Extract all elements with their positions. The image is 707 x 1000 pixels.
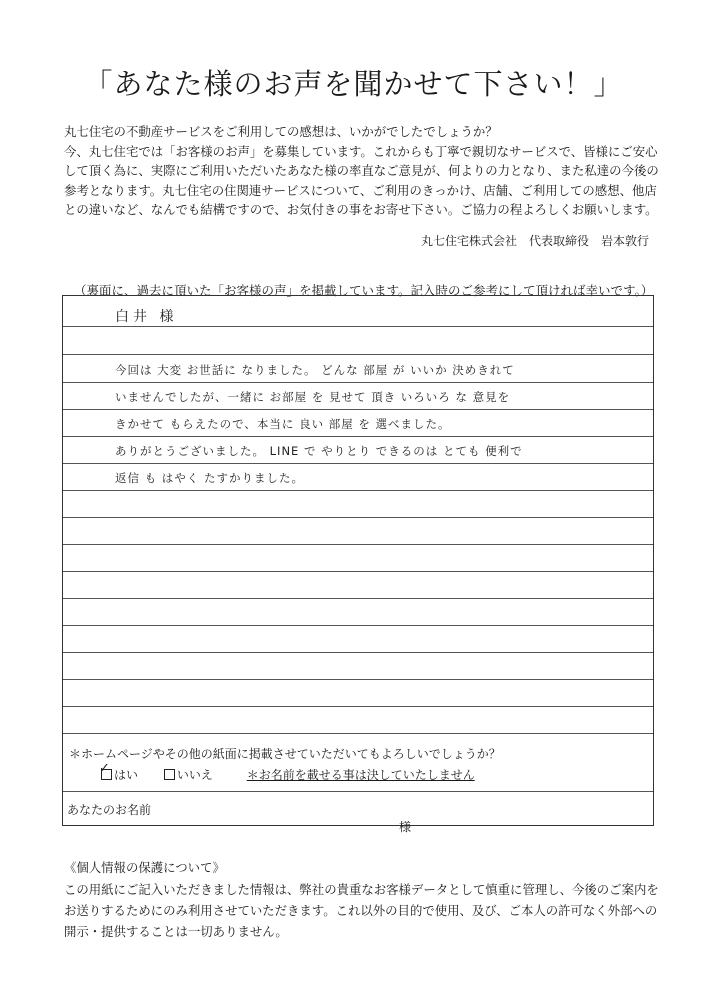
ruled-line	[63, 652, 653, 653]
publish-consent-question: ＊ホームページやその他の紙面に掲載させていただいてもよろしいでしょうか？	[69, 747, 501, 761]
company-signature: 丸七住宅株式会社 代表取締役 岩本敦行	[420, 234, 649, 248]
check-mark-icon: ✓	[99, 761, 110, 776]
ruled-line	[63, 354, 653, 355]
yes-label: はい	[114, 768, 139, 782]
ruled-line	[63, 517, 653, 518]
intro-line: との違いなど、なんでも結構ですので、お気付きの事をお寄せ下さい。ご協力の程よろしくお願いします。	[64, 202, 658, 218]
ruled-line	[63, 625, 653, 626]
no-checkbox[interactable]	[164, 769, 175, 780]
name-privacy-note: ＊お名前を載せる事は決していたしません	[246, 768, 475, 782]
privacy-line: この用紙にご記入いただきました情報は、弊社の貴重なお客様データとして慎重に管理し、今後のご案内を	[64, 882, 659, 897]
privacy-line: お送りするためにのみ利用させていただきます。これ以外の目的で使用、及び、ご本人の許可なく外部への	[64, 903, 658, 918]
consent-no-option[interactable]	[164, 766, 213, 783]
handwritten-salutation: 白井 様	[115, 309, 178, 325]
handwritten-line: ありがとうございました。 LINE で やりとり できるのは とても 便利で	[115, 444, 523, 458]
intro-line: 丸七住宅の不動産サービスをご利用しての感想は、いかがでしたでしょうか？	[64, 124, 498, 139]
ruled-line	[63, 463, 653, 464]
privacy-line: 開示・提供することは一切ありません。	[64, 924, 288, 939]
intro-line: して頂く為に、実際にご利用いただいたあなた様の率直なご意見が、何よりの力となり、また私達の今後の	[64, 163, 659, 179]
ruled-line	[63, 571, 653, 572]
ruled-line	[63, 679, 653, 680]
consent-yes-option[interactable]	[99, 761, 139, 783]
reference-note: （裏面に、過去に頂いた「お客様の声」を掲載しています。記入時のご参考にして頂ければ幸いです。）	[74, 283, 654, 298]
ruled-line	[63, 382, 653, 383]
ruled-line	[63, 409, 653, 410]
yes-checkbox[interactable]	[99, 761, 112, 780]
ruled-line	[63, 326, 653, 327]
handwritten-line: いませんでしたが、一緒に お部屋 を 見せて 頂き いろいろ な 意見を	[115, 390, 511, 404]
ruled-line	[63, 706, 653, 707]
handwritten-line: きかせて もらえたので、本当に 良い 部屋 を 選べました。	[115, 417, 451, 431]
page-title: 「あなた様のお声を聞かせて下さい！」	[83, 67, 624, 101]
ruled-line	[63, 490, 653, 491]
ruled-line	[63, 733, 653, 734]
no-label: いいえ	[176, 768, 213, 782]
privacy-heading: 《個人情報の保護について》	[64, 860, 225, 875]
handwritten-line: 返信 も はやく たすかりました。	[115, 471, 304, 485]
ruled-line	[63, 791, 653, 792]
privacy-paragraph	[64, 879, 664, 942]
consent-options	[99, 761, 475, 783]
ruled-line	[63, 598, 653, 599]
handwritten-line: 今回は 大変 お世話に なりました。 どんな 部屋 が いいか 決めきれて	[115, 363, 515, 377]
feedback-form-box	[62, 295, 654, 834]
name-field-label: あなたのお名前	[67, 803, 152, 817]
name-field-suffix: 様	[399, 820, 412, 834]
intro-line: 参考となります。丸七住宅の住関連サービスについて、ご利用のきっかけ、店舗、ご利用しての感想、他店	[64, 182, 657, 198]
ruled-line	[63, 436, 653, 437]
intro-paragraph	[64, 122, 659, 220]
ruled-line	[63, 544, 653, 545]
intro-line: 今、丸七住宅では「お客様のお声」を募集しています。これからも丁寧で親切なサービスで、皆様にご安心	[64, 143, 658, 159]
